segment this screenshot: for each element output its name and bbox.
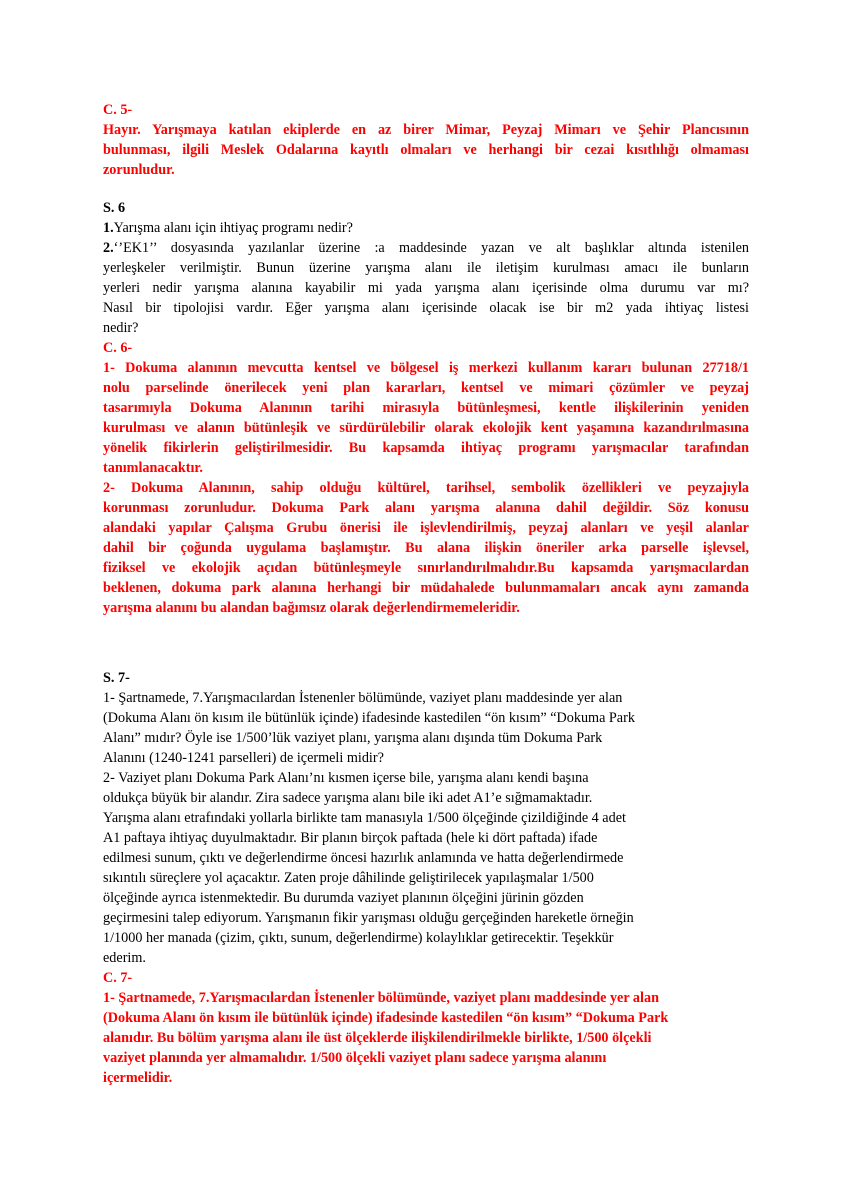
s7-line: (Dokuma Alanı ön kısım ile bütünlük içinde) ifadesinde kastedilen “ön kısım” “Dokuma Park	[103, 710, 635, 726]
s6-question-1	[103, 218, 749, 238]
s6-q2-number: 2.	[103, 240, 114, 256]
s6-q1-number: 1.	[103, 220, 114, 236]
c5-line: zorunludur.	[103, 162, 175, 178]
c6-line: beklenen, dokuma park alanına herhangi bir müdahalede bulunmamaları ancak aynı zamanda	[103, 580, 749, 596]
s7-line: geçirmesini talep ediyorum. Yarışmanın fikir yarışması olduğu gerçeğinden hareketle örneğin	[103, 910, 634, 926]
s7-heading: S. 7-	[103, 670, 130, 686]
spacer	[103, 180, 749, 198]
s7-line: 1/1000 her manada (çizim, çıktı, sunum, değerlendirme) kolaylıklar getirecektir. Teşekkür	[103, 930, 614, 946]
c6-line: nolu parselinde önerilecek yeni plan kararları, kentsel ve mimari çözümler ve peyzaj	[103, 380, 749, 396]
c5-line: bulunması, ilgili Meslek Odalarına kayıtlı olmaları ve herhangi bir cezai kısıtlılığı olmaması	[103, 142, 749, 158]
c7-line: (Dokuma Alanı ön kısım ile bütünlük içinde) ifadesinde kastedilen “ön kısım” “Dokuma Park	[103, 1010, 669, 1026]
spacer	[103, 618, 749, 668]
document-page	[103, 100, 749, 1088]
c6-line: 2- Dokuma Alanının, sahip olduğu kültürel, tarihsel, sembolik özellikleri ve peyzajıyla	[103, 480, 749, 496]
s7-line: Alanı” mıdır? Öyle ise 1/500’lük vaziyet planı, yarışma alanı dışında tüm Dokuma Park	[103, 730, 603, 746]
c5-line: Hayır. Yarışmaya katılan ekiplerde en az birer Mimar, Peyzaj Mimarı ve Şehir Plancısının	[103, 122, 749, 138]
s6-question-2	[103, 238, 749, 258]
c6-line: yönelik fikirlerin geliştirilmesidir. Bu kapsamda ihtiyaç programı yarışmacılar tarafından	[103, 440, 749, 456]
c7-line: içermelidir.	[103, 1070, 173, 1086]
s7-line: ölçeğinde ayrıca istenmektedir. Bu durumda vaziyet planının ölçeğini jürinin gözden	[103, 890, 584, 906]
s6-line: nedir?	[103, 320, 139, 336]
s7-line: 1- Şartnamede, 7.Yarışmacılardan İstenenler bölümünde, vaziyet planı maddesinde yer alan	[103, 690, 623, 706]
c6-line: tanımlanacaktır.	[103, 460, 203, 476]
s6-heading: S. 6	[103, 200, 126, 216]
s7-line: sıkıntılı süreçlere yol açacaktır. Zaten proje dâhilinde geliştirilecek yapılaşmalar 1/500	[103, 870, 594, 886]
c6-line: dahil bir çoğunda uygulama başlamıştır. Bu alana ilişkin öneriler arka parselle işlevsel,	[103, 540, 749, 556]
s6-line: yerleri nedir yarışma alanına kayabilir mi yada yarışma alanı içerisinde olma durumu var mı?	[103, 280, 749, 296]
c7-line: vaziyet planında yer almamalıdır. 1/500 ölçekli vaziyet planı sadece yarışma alanını	[103, 1050, 607, 1066]
c6-line: alandaki yapılar Çalışma Grubu önerisi ile işlevlendirilmiş, peyzaj alanları ve yeşil alanlar	[103, 520, 749, 536]
c7-line: alanıdır. Bu bölüm yarışma alanı ile üst ölçeklerde ilişkilendirilmekle birlikte, 1/500 ölçekli	[103, 1030, 652, 1046]
s7-line: edilmesi sunum, çıktı ve değerlendirme öncesi hazırlık anlamında ve hatta değerlendirmede	[103, 850, 624, 866]
s6-q2-text: ‘’EK1’’ dosyasında yazılanlar üzerine :a maddesinde yazan ve alt başlıklar altında istenilen	[113, 240, 749, 256]
c6-line: yarışma alanını bu alandan bağımsız olarak değerlendirmemeleridir.	[103, 600, 520, 616]
s6-q1-text: Yarışma alanı için ihtiyaç programı nedir?	[113, 220, 353, 236]
c7-line: 1- Şartnamede, 7.Yarışmacılardan İstenenler bölümünde, vaziyet planı maddesinde yer alan	[103, 990, 659, 1006]
c5-heading: C. 5-	[103, 102, 133, 118]
c6-line: tasarımıyla Dokuma Alanının tarihi mirasıyla bütünleşmesi, kentle ilişkilerinin yeniden	[103, 400, 749, 416]
s7-line: ederim.	[103, 950, 146, 966]
s7-line: A1 paftaya ihtiyaç duyulmaktadır. Bir planın birçok paftada (hele ki dört paftada) ifade	[103, 830, 598, 846]
c7-heading: C. 7-	[103, 970, 133, 986]
s7-line: 2- Vaziyet planı Dokuma Park Alanı’nı kısmen içerse bile, yarışma alanı kendi başına	[103, 770, 589, 786]
s7-line: oldukça büyük bir alandır. Zira sadece yarışma alanı bile iki adet A1’e sığmamaktadır.	[103, 790, 593, 806]
c6-line: 1- Dokuma alanının mevcutta kentsel ve bölgesel iş merkezi kullanım kararı bulunan 27718/1	[103, 360, 749, 376]
s7-line: Yarışma alanı etrafındaki yollarla birlikte tam manasıyla 1/500 ölçeğinde çizildiğinde 4 adet	[103, 810, 626, 826]
c6-line: fiziksel ve ekolojik açıdan bütünleşmeyle sınırlandırılmalıdır.Bu kapsamda yarışmacılardan	[103, 560, 749, 576]
c6-line: korunması zorunludur. Dokuma Park alanı yarışma alanına dahil değildir. Söz konusu	[103, 500, 749, 516]
s6-line: Nasıl bir tipolojisi vardır. Eğer yarışma alanı içerisinde olacak ise bir m2 yada ihtiyaç listesi	[103, 300, 749, 316]
s7-line: Alanını (1240-1241 parselleri) de içermeli midir?	[103, 750, 384, 766]
c6-heading: C. 6-	[103, 340, 133, 356]
s6-line: yerleşkeler verilmiştir. Bunun üzerine yarışma alanı ile iletişim kurulması amacı ile bunların	[103, 260, 749, 276]
c6-line: kurulması ve alanın bütünleşik ve sürdürülebilir olarak ekolojik kent yaşamına kazandırılmasına	[103, 420, 749, 436]
